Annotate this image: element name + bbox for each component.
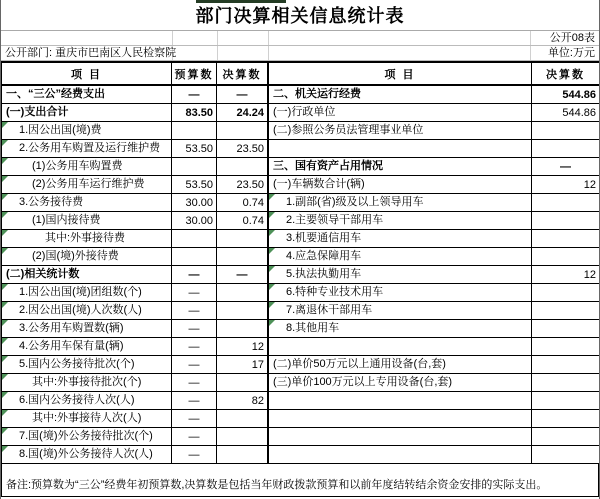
final-cell bbox=[532, 248, 600, 266]
gridline bbox=[268, 31, 269, 45]
final-cell bbox=[532, 392, 600, 410]
table-row bbox=[2, 338, 268, 356]
final-cell: 544.86 bbox=[532, 85, 600, 104]
final-cell bbox=[217, 122, 268, 140]
final-cell bbox=[532, 356, 600, 374]
table-row bbox=[2, 266, 268, 284]
table-row bbox=[269, 374, 600, 392]
item-cell bbox=[269, 428, 532, 446]
item-cell: 8.国(境)外公务接待人次(人) bbox=[2, 446, 172, 464]
item-cell: 1.因公出国(境)团组数(个) bbox=[2, 284, 172, 302]
left-col-budget: 预算数 bbox=[172, 62, 217, 85]
budget-cell: — bbox=[172, 392, 217, 410]
green-corner-marker-icon bbox=[2, 356, 8, 362]
three-public-table bbox=[1, 61, 268, 464]
final-cell bbox=[532, 446, 600, 464]
item-cell bbox=[269, 140, 532, 158]
table-row bbox=[2, 410, 268, 428]
table-row bbox=[269, 284, 600, 302]
item-cell: (一)支出合计 bbox=[2, 104, 172, 122]
item-cell: (二)参照公务员法管理事业单位 bbox=[269, 122, 532, 140]
final-cell bbox=[217, 284, 268, 302]
unit-label: 单位:万元 bbox=[547, 47, 595, 59]
table-row bbox=[2, 140, 268, 158]
table-row bbox=[2, 428, 268, 446]
budget-cell: — bbox=[172, 266, 217, 284]
final-cell bbox=[532, 122, 600, 140]
budget-cell: — bbox=[172, 410, 217, 428]
final-cell: — bbox=[217, 266, 268, 284]
final-cell bbox=[532, 428, 600, 446]
final-cell bbox=[532, 140, 600, 158]
table-row bbox=[2, 212, 268, 230]
item-cell: 2.公务用车购置及运行维护费 bbox=[2, 140, 172, 158]
table-row bbox=[269, 158, 600, 176]
green-corner-marker-icon bbox=[2, 158, 8, 164]
item-cell: (一)车辆数合计(辆) bbox=[269, 176, 532, 194]
final-cell: 544.86 bbox=[532, 104, 600, 122]
table-row bbox=[269, 248, 600, 266]
green-corner-marker-icon bbox=[2, 230, 8, 236]
green-corner-marker-icon bbox=[269, 194, 275, 200]
green-corner-marker-icon bbox=[2, 320, 8, 326]
budget-cell: — bbox=[172, 446, 217, 464]
item-cell: 1.副部(省)级及以上领导用车 bbox=[269, 194, 532, 212]
left-header-row bbox=[2, 62, 268, 85]
footnote: 备注:预算数为“三公”经费年初预算数,决算数是包括当年财政拨款预算和以前年度结转结余资金安排的实际支出。 bbox=[1, 463, 599, 497]
gridline bbox=[217, 31, 218, 45]
green-corner-marker-icon bbox=[269, 230, 275, 236]
green-corner-marker-icon bbox=[269, 302, 275, 308]
table-row bbox=[269, 104, 600, 122]
final-cell bbox=[217, 428, 268, 446]
budget-cell: 30.00 bbox=[172, 194, 217, 212]
item-cell: 5.执法执勤用车 bbox=[269, 266, 532, 284]
green-corner-marker-icon bbox=[2, 428, 8, 434]
budget-cell: — bbox=[172, 302, 217, 320]
final-cell bbox=[217, 158, 268, 176]
department-line bbox=[5, 46, 176, 60]
item-cell: 其中:外事接待费 bbox=[2, 230, 172, 248]
department-row bbox=[1, 46, 599, 61]
sheet-number-row bbox=[1, 31, 599, 46]
budget-cell: — bbox=[172, 338, 217, 356]
budget-cell bbox=[172, 158, 217, 176]
green-corner-marker-icon bbox=[2, 374, 8, 380]
green-corner-marker-icon bbox=[2, 392, 8, 398]
item-cell: 三、国有资产占用情况 bbox=[269, 158, 532, 176]
table-row bbox=[269, 392, 600, 410]
final-cell bbox=[532, 302, 600, 320]
final-cell: — bbox=[532, 158, 600, 176]
gridline bbox=[530, 31, 531, 45]
item-cell: (二)相关统计数 bbox=[2, 266, 172, 284]
item-cell: 2.主要领导干部用车 bbox=[269, 212, 532, 230]
table-row bbox=[269, 428, 600, 446]
item-cell: 2.因公出国(境)人次数(人) bbox=[2, 302, 172, 320]
final-cell: 12 bbox=[532, 176, 600, 194]
green-corner-marker-icon bbox=[2, 212, 8, 218]
final-cell bbox=[217, 410, 268, 428]
green-corner-marker-icon bbox=[2, 122, 8, 128]
final-cell bbox=[532, 320, 600, 338]
budget-cell: 30.00 bbox=[172, 212, 217, 230]
table-row bbox=[269, 410, 600, 428]
table-row bbox=[2, 230, 268, 248]
item-cell: 4.公务用车保有量(辆) bbox=[2, 338, 172, 356]
final-cell: 23.50 bbox=[217, 176, 268, 194]
budget-cell: — bbox=[172, 320, 217, 338]
page-title: 部门决算相关信息统计表 bbox=[1, 0, 599, 31]
green-corner-marker-icon bbox=[269, 266, 275, 272]
tables-area bbox=[1, 61, 599, 464]
right-col-final: 决算数 bbox=[532, 62, 600, 85]
item-cell: (一)行政单位 bbox=[269, 104, 532, 122]
item-cell: 3.公务用车购置数(辆) bbox=[2, 320, 172, 338]
final-cell bbox=[532, 284, 600, 302]
final-cell bbox=[217, 320, 268, 338]
item-cell: 其中:外事接待人次(人) bbox=[2, 410, 172, 428]
item-cell: (1)国内接待费 bbox=[2, 212, 172, 230]
table-row bbox=[269, 338, 600, 356]
budget-cell bbox=[172, 122, 217, 140]
table-row bbox=[269, 122, 600, 140]
item-cell: 一、“三公”经费支出 bbox=[2, 85, 172, 104]
table-row bbox=[2, 320, 268, 338]
table-row bbox=[269, 194, 600, 212]
budget-cell: — bbox=[172, 356, 217, 374]
table-row bbox=[2, 446, 268, 464]
final-cell bbox=[532, 338, 600, 356]
table-row bbox=[269, 320, 600, 338]
green-corner-marker-icon bbox=[269, 248, 275, 254]
table-row bbox=[2, 284, 268, 302]
budget-cell bbox=[172, 248, 217, 266]
table-row bbox=[269, 302, 600, 320]
left-col-final: 决算数 bbox=[217, 62, 268, 85]
table-row bbox=[269, 446, 600, 464]
table-row bbox=[2, 176, 268, 194]
table-row bbox=[2, 248, 268, 266]
item-cell bbox=[269, 446, 532, 464]
final-cell: 0.74 bbox=[217, 194, 268, 212]
table-row bbox=[269, 212, 600, 230]
item-cell: 6.特种专业技术用车 bbox=[269, 284, 532, 302]
table-row bbox=[2, 85, 268, 104]
final-cell bbox=[217, 302, 268, 320]
final-cell bbox=[532, 374, 600, 392]
table-row bbox=[2, 122, 268, 140]
green-corner-marker-icon bbox=[269, 212, 275, 218]
green-corner-marker-icon bbox=[2, 176, 8, 182]
green-corner-marker-icon bbox=[2, 248, 8, 254]
right-col-item: 项 目 bbox=[269, 62, 532, 85]
gridline bbox=[172, 31, 173, 45]
final-cell: 12 bbox=[532, 266, 600, 284]
final-cell bbox=[532, 410, 600, 428]
item-cell bbox=[269, 392, 532, 410]
department-label: 公开部门: bbox=[5, 47, 53, 59]
table-row bbox=[269, 140, 600, 158]
item-cell: 5.国内公务接待批次(个) bbox=[2, 356, 172, 374]
agency-assets-table bbox=[268, 61, 600, 464]
budget-cell bbox=[172, 230, 217, 248]
green-corner-marker-icon bbox=[2, 410, 8, 416]
final-cell bbox=[217, 248, 268, 266]
final-cell: 24.24 bbox=[217, 104, 268, 122]
green-corner-marker-icon bbox=[2, 302, 8, 308]
green-corner-marker-icon bbox=[2, 194, 8, 200]
green-corner-marker-icon bbox=[2, 140, 8, 146]
table-row bbox=[269, 356, 600, 374]
table-row bbox=[2, 104, 268, 122]
item-cell: 其中:外事接待批次(个) bbox=[2, 374, 172, 392]
table-row bbox=[269, 176, 600, 194]
table-row bbox=[269, 266, 600, 284]
final-cell: 12 bbox=[217, 338, 268, 356]
table-row bbox=[269, 85, 600, 104]
top-dark-strip bbox=[196, 0, 286, 3]
table-row bbox=[2, 158, 268, 176]
final-cell bbox=[532, 212, 600, 230]
item-cell: 4.应急保障用车 bbox=[269, 248, 532, 266]
gridline bbox=[268, 46, 269, 60]
item-cell: (二)单价50万元以上通用设备(台,套) bbox=[269, 356, 532, 374]
table-row bbox=[2, 356, 268, 374]
gridline bbox=[530, 46, 531, 60]
right-table-body bbox=[269, 85, 600, 464]
item-cell: (2)国(境)外接待费 bbox=[2, 248, 172, 266]
item-cell bbox=[269, 410, 532, 428]
item-cell: 6.国内公务接待人次(人) bbox=[2, 392, 172, 410]
item-cell: 二、机关运行经费 bbox=[269, 85, 532, 104]
table-row bbox=[2, 302, 268, 320]
table-row bbox=[2, 194, 268, 212]
right-header-row bbox=[269, 62, 600, 85]
budget-cell: 83.50 bbox=[172, 104, 217, 122]
final-cell bbox=[532, 230, 600, 248]
budget-cell: — bbox=[172, 374, 217, 392]
final-cell: 23.50 bbox=[217, 140, 268, 158]
final-cell: 17 bbox=[217, 356, 268, 374]
final-cell bbox=[532, 194, 600, 212]
gridline bbox=[217, 46, 218, 60]
table-row bbox=[269, 230, 600, 248]
final-cell: 82 bbox=[217, 392, 268, 410]
item-cell: 7.离退休干部用车 bbox=[269, 302, 532, 320]
table-row bbox=[2, 392, 268, 410]
budget-cell: 53.50 bbox=[172, 140, 217, 158]
green-corner-marker-icon bbox=[269, 284, 275, 290]
budget-cell: — bbox=[172, 284, 217, 302]
final-cell bbox=[217, 374, 268, 392]
sheet-number-label: 公开08表 bbox=[549, 32, 595, 44]
final-cell bbox=[217, 230, 268, 248]
green-corner-marker-icon bbox=[2, 338, 8, 344]
item-cell: 7.国(境)外公务接待批次(个) bbox=[2, 428, 172, 446]
item-cell: (三)单价100万元以上专用设备(台,套) bbox=[269, 374, 532, 392]
green-corner-marker-icon bbox=[2, 284, 8, 290]
final-cell bbox=[217, 446, 268, 464]
item-cell: 8.其他用车 bbox=[269, 320, 532, 338]
item-cell: 3.公务接待费 bbox=[2, 194, 172, 212]
budget-cell: 53.50 bbox=[172, 176, 217, 194]
item-cell: 1.因公出国(境)费 bbox=[2, 122, 172, 140]
item-cell: (2)公务用车运行维护费 bbox=[2, 176, 172, 194]
item-cell: (1)公务用车购置费 bbox=[2, 158, 172, 176]
department-name: 重庆市巴南区人民检察院 bbox=[55, 47, 177, 59]
item-cell bbox=[269, 338, 532, 356]
budget-cell: — bbox=[172, 428, 217, 446]
green-corner-marker-icon bbox=[2, 446, 8, 452]
final-cell: — bbox=[217, 85, 268, 104]
final-cell: 0.74 bbox=[217, 212, 268, 230]
green-corner-marker-icon bbox=[269, 320, 275, 326]
left-col-item: 项 目 bbox=[2, 62, 172, 85]
table-row bbox=[2, 374, 268, 392]
left-table-body bbox=[2, 85, 268, 464]
item-cell: 3.机要通信用车 bbox=[269, 230, 532, 248]
budget-cell: — bbox=[172, 85, 217, 104]
